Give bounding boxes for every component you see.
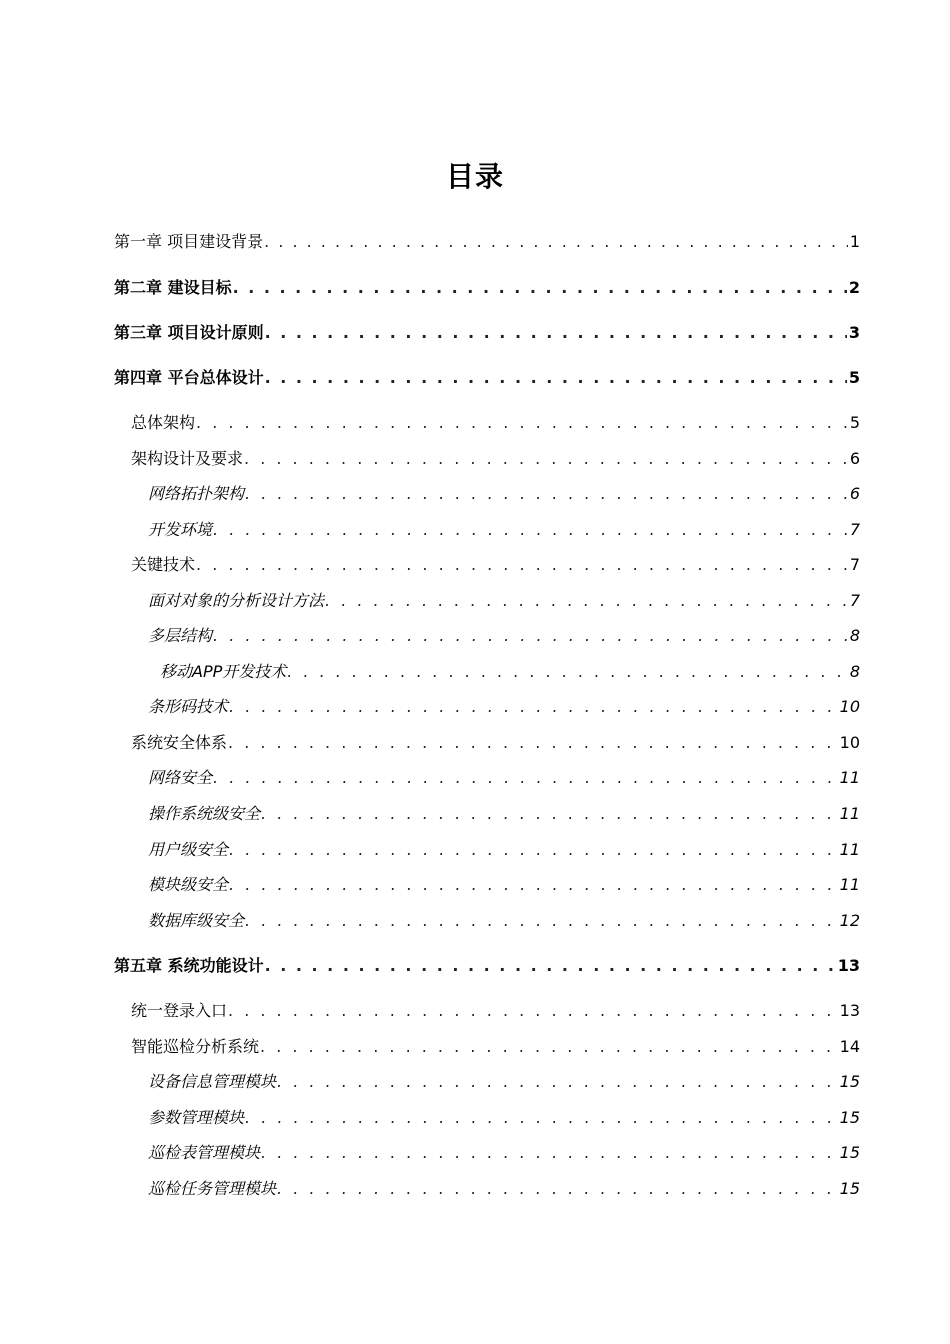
dot-leader [213, 626, 848, 645]
toc-entry-label: 移动APP开发技术 [160, 662, 287, 681]
toc-entry-page: 6 [849, 449, 860, 468]
toc-entry-page: 7 [849, 555, 860, 574]
dot-leader [287, 662, 848, 681]
toc-entry-subsection[interactable] [148, 1108, 860, 1127]
toc-entry-page: 15 [839, 1179, 860, 1198]
dot-leader [261, 804, 838, 823]
dot-leader [228, 733, 838, 752]
toc-entry-page: 6 [849, 484, 860, 503]
dot-leader [244, 449, 848, 468]
toc-entry-page: 15 [839, 1108, 860, 1127]
dot-leader [196, 555, 848, 574]
toc-entry-page: 10 [839, 733, 860, 752]
toc-entry-subsection[interactable] [148, 1143, 860, 1162]
toc-entry-subsection[interactable] [148, 626, 860, 645]
toc-entry-subsection[interactable] [148, 520, 860, 539]
toc-entry-label: 条形码技术 [148, 697, 229, 716]
toc-entry-page: 11 [839, 840, 860, 859]
dot-leader [277, 1072, 838, 1091]
toc-entry-label: 关键技术 [131, 555, 196, 574]
toc-entry-page: 13 [837, 956, 860, 975]
toc-entry-section[interactable] [131, 1037, 860, 1056]
toc-entry-label: 第二章 建设目标 [114, 278, 232, 297]
toc-entry-label: 网络安全 [148, 768, 213, 787]
toc-entry-page: 7 [849, 591, 860, 610]
dot-leader [265, 323, 847, 342]
toc-entry-label: 面对对象的分析设计方法 [148, 591, 325, 610]
toc-entry-page: 15 [839, 1143, 860, 1162]
toc-entry-chapter-5[interactable] [114, 956, 860, 975]
dot-leader [213, 768, 838, 787]
toc-entry-page: 1 [849, 232, 860, 251]
toc-entry-page: 15 [839, 1072, 860, 1091]
toc-entry-section[interactable] [131, 413, 860, 432]
toc-entry-subsection[interactable] [148, 591, 860, 610]
dot-leader [229, 875, 838, 894]
dot-leader [196, 413, 848, 432]
toc-entry-label: 总体架构 [131, 413, 196, 432]
dot-leader [233, 278, 847, 297]
dot-leader [213, 520, 848, 539]
toc-entry-page: 8 [849, 662, 860, 681]
toc-entry-label: 网络拓扑架构 [148, 484, 245, 503]
toc-entry-page: 5 [848, 368, 860, 387]
toc-entry-label: 参数管理模块 [148, 1108, 245, 1127]
toc-entry-chapter-1[interactable] [114, 232, 860, 251]
toc-entry-subsection[interactable] [148, 804, 860, 823]
dot-leader [229, 840, 838, 859]
toc-entry-section[interactable] [131, 555, 860, 574]
toc-entry-subsection[interactable] [148, 911, 860, 930]
dot-leader [245, 484, 848, 503]
toc-entry-page: 12 [839, 911, 860, 930]
toc-entry-subsection[interactable] [148, 1179, 860, 1198]
toc-entry-chapter-4[interactable] [114, 368, 860, 387]
toc-entry-page: 11 [839, 768, 860, 787]
toc-entry-subsection[interactable] [148, 840, 860, 859]
toc-title: 目录 [445, 160, 504, 193]
dot-leader [325, 591, 848, 610]
dot-leader [245, 1108, 838, 1127]
toc-entry-page: 11 [839, 875, 860, 894]
toc-entry-page: 8 [849, 626, 860, 645]
toc-entry-chapter-2[interactable] [114, 278, 860, 297]
dot-leader [229, 697, 838, 716]
toc-entry-section[interactable] [131, 449, 860, 468]
toc-entry-label: 智能巡检分析系统 [131, 1037, 260, 1056]
toc-entry-label: 开发环境 [148, 520, 213, 539]
toc-entry-label: 巡检表管理模块 [148, 1143, 261, 1162]
toc-entry-subsection[interactable] [148, 1072, 860, 1091]
dot-leader [265, 956, 836, 975]
toc-entry-label: 设备信息管理模块 [148, 1072, 277, 1091]
toc-entry-label: 操作系统级安全 [148, 804, 261, 823]
toc-entry-subsection[interactable] [160, 662, 860, 681]
toc-entry-label: 系统安全体系 [131, 733, 228, 752]
toc-entry-label: 第一章 项目建设背景 [114, 232, 264, 251]
dot-leader [261, 1143, 838, 1162]
toc-entry-page: 2 [848, 278, 860, 297]
toc-entry-chapter-3[interactable] [114, 323, 860, 342]
toc-entry-label: 多层结构 [148, 626, 213, 645]
toc-entry-page: 5 [849, 413, 860, 432]
toc-entry-page: 7 [849, 520, 860, 539]
toc-entry-label: 第三章 项目设计原则 [114, 323, 264, 342]
toc-entry-label: 第四章 平台总体设计 [114, 368, 264, 387]
toc-entry-subsection[interactable] [148, 484, 860, 503]
toc-entry-page: 10 [839, 697, 860, 716]
toc-entry-subsection[interactable] [148, 875, 860, 894]
toc-entry-label: 第五章 系统功能设计 [114, 956, 264, 975]
toc-entry-section[interactable] [131, 733, 860, 752]
toc-entry-page: 11 [839, 804, 860, 823]
dot-leader [264, 232, 848, 251]
toc-entry-label: 模块级安全 [148, 875, 229, 894]
toc-entry-label: 用户级安全 [148, 840, 229, 859]
dot-leader [245, 911, 838, 930]
dot-leader [260, 1037, 838, 1056]
toc-entry-label: 数据库级安全 [148, 911, 245, 930]
dot-leader [228, 1001, 838, 1020]
toc-entry-label: 巡检任务管理模块 [148, 1179, 277, 1198]
toc-entry-page: 13 [839, 1001, 860, 1020]
toc-entry-label: 统一登录入口 [131, 1001, 228, 1020]
toc-entry-subsection[interactable] [148, 697, 860, 716]
toc-entry-page: 14 [839, 1037, 860, 1056]
toc-entry-section[interactable] [131, 1001, 860, 1020]
dot-leader [277, 1179, 838, 1198]
toc-entry-page: 3 [848, 323, 860, 342]
toc-entry-label: 架构设计及要求 [131, 449, 244, 468]
toc-entry-subsection[interactable] [148, 768, 860, 787]
dot-leader [265, 368, 847, 387]
